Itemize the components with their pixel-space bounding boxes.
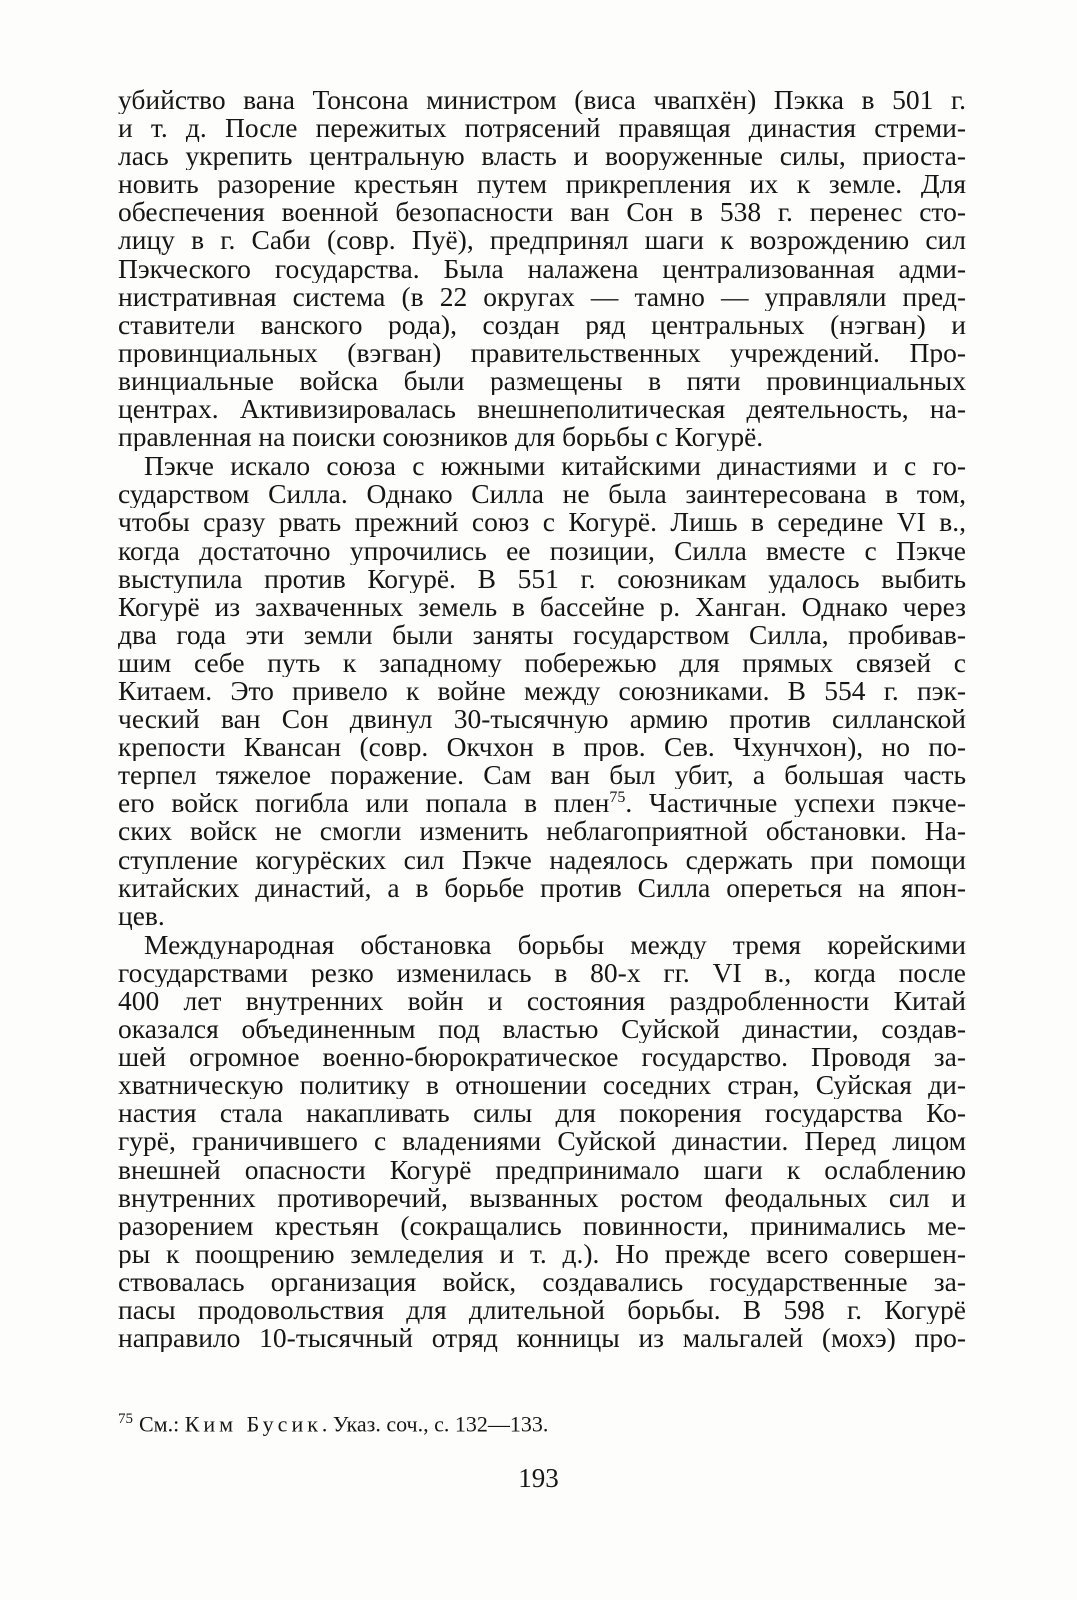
text-line: обеспечения военной безопасности ван Сон в 538 г. перенес сто- xyxy=(118,198,966,227)
text-line: винциальные войска были размещены в пяти провинциальных xyxy=(118,366,966,396)
text-line: ры к поощрению земледелия и т. д.). Но прежде всего совершен- xyxy=(118,1239,966,1268)
text-line: хватническую политику в отношении соседних стран, Суйская ди- xyxy=(118,1071,966,1100)
text-line: 400 лет внутренних войн и состояния раздробленности Китай xyxy=(118,987,966,1016)
text-line: когда достаточно упрочились ее позиции, Силла вместе с Пэкче xyxy=(118,536,966,565)
footnote xyxy=(118,1411,966,1437)
text-line: государствами резко изменилась в 80-х гг. VI в., когда после xyxy=(118,958,966,987)
text-line: шей огромное военно-бюрократическое государство. Проводя за- xyxy=(118,1043,966,1072)
text-line: ставители ванского рода), создан ряд центральных (нэгван) и xyxy=(118,310,966,339)
text-line: оказался объединенным под властью Суйской династии, создав- xyxy=(118,1015,966,1044)
text-line: внутренних противоречий, вызванных ростом феодальных сил и xyxy=(118,1183,966,1212)
text-line: Пэкческого государства. Была налажена централизованная адми- xyxy=(118,254,966,283)
footnote-prefix: См.: xyxy=(139,1411,180,1437)
text-line: ствовалась организация войск, создавались государственные за- xyxy=(118,1267,966,1297)
body-text xyxy=(118,86,966,1352)
text-line: настия стала накапливать силы для покорения государства Ко- xyxy=(118,1099,966,1128)
footnote-citation: . Указ. соч., с. 132—133. xyxy=(321,1411,549,1437)
text-line: ских войск не смогли изменить неблагоприятной обстановки. На- xyxy=(118,817,966,846)
text-line: разорением крестьян (сокращались повинности, принимались ме- xyxy=(118,1211,966,1240)
text-line: центрах. Активизировалась внешнеполитическая деятельность, на- xyxy=(118,395,966,424)
text-line: Международная обстановка борьбы между тремя корейскими xyxy=(144,930,966,959)
text-line: Китаем. Это привело к войне между союзниками. В 554 г. пэк- xyxy=(118,676,966,706)
text-line: новить разорение крестьян путем прикрепления их к земле. Для xyxy=(118,170,966,199)
text-line: терпел тяжелое поражение. Сам ван был убит, а большая часть xyxy=(118,761,966,790)
text-line: убийство вана Тонсона министром (виса чвапхён) Пэкка в 501 г. xyxy=(118,86,966,115)
text-line: выступила против Когурё. В 551 г. союзникам удалось выбить xyxy=(118,564,966,593)
text-line: гурё, граничившего с владениями Суйской династии. Перед лицом xyxy=(118,1127,966,1156)
text-line: провинциальных (вэгван) правительственных учреждений. Про- xyxy=(118,338,966,367)
text-line: и т. д. После пережитых потрясений правящая династия стреми- xyxy=(118,114,966,143)
footnote-number: 75 xyxy=(118,1411,133,1427)
page-number: 193 xyxy=(518,1463,559,1493)
text-line: ступление когурёских сил Пэкче надеялось сдержать при помощи xyxy=(118,845,966,874)
text-line: цев. xyxy=(118,901,165,930)
text-line: чтобы сразу рвать прежний союз с Когурё. Лишь в середине VI в., xyxy=(118,508,966,537)
text-line: пасы продовольствия для длительной борьбы. В 598 г. Когурё xyxy=(118,1296,966,1325)
text-line: крепости Квансан (совр. Окчхон в пров. Сев. Чхунчхон), но по- xyxy=(118,733,966,762)
footnote-ref: 75 xyxy=(609,789,626,807)
text-line: Пэкче искало союза с южными китайскими династиями и с го- xyxy=(144,452,966,481)
text-line: лась укрепить центральную власть и вооруженные силы, приоста- xyxy=(118,142,966,171)
text-line: ческий ван Сон двинул 30-тысячную армию против силланской xyxy=(118,705,966,734)
text-line: Когурё из захваченных земель в бассейне р. Ханган. Однако через xyxy=(118,592,966,621)
text-line: два года эти земли были заняты государством Силла, пробивав- xyxy=(118,620,966,649)
text-line: лицу в г. Саби (совр. Пуё), предпринял шаги к возрождению сил xyxy=(118,226,966,255)
text-line-with-footnote xyxy=(118,789,966,817)
text-line: внешней опасности Когурё предпринимало шаги к ослаблению xyxy=(118,1155,966,1184)
text-line: правленная на поиски союзников для борьбы с Когурё. xyxy=(118,423,764,452)
text-segment: его войск погибла или попала в плен xyxy=(118,789,610,818)
text-line: китайских династий, а в борьбе против Силла опереться на япон- xyxy=(118,873,966,902)
text-segment: . Частичные успехи пэкче- xyxy=(625,789,966,818)
text-line: сударством Силла. Однако Силла не была заинтересована в том, xyxy=(118,480,966,509)
text-line: нистративная система (в 22 округах — тамно — управляли пред- xyxy=(118,282,966,311)
footnote-author: Ким Бусик xyxy=(184,1411,322,1437)
text-line: направило 10-тысячный отряд конницы из мальгалей (мохэ) про- xyxy=(118,1324,966,1353)
text-line: шим себе путь к западному побережью для прямых связей с xyxy=(118,648,966,677)
